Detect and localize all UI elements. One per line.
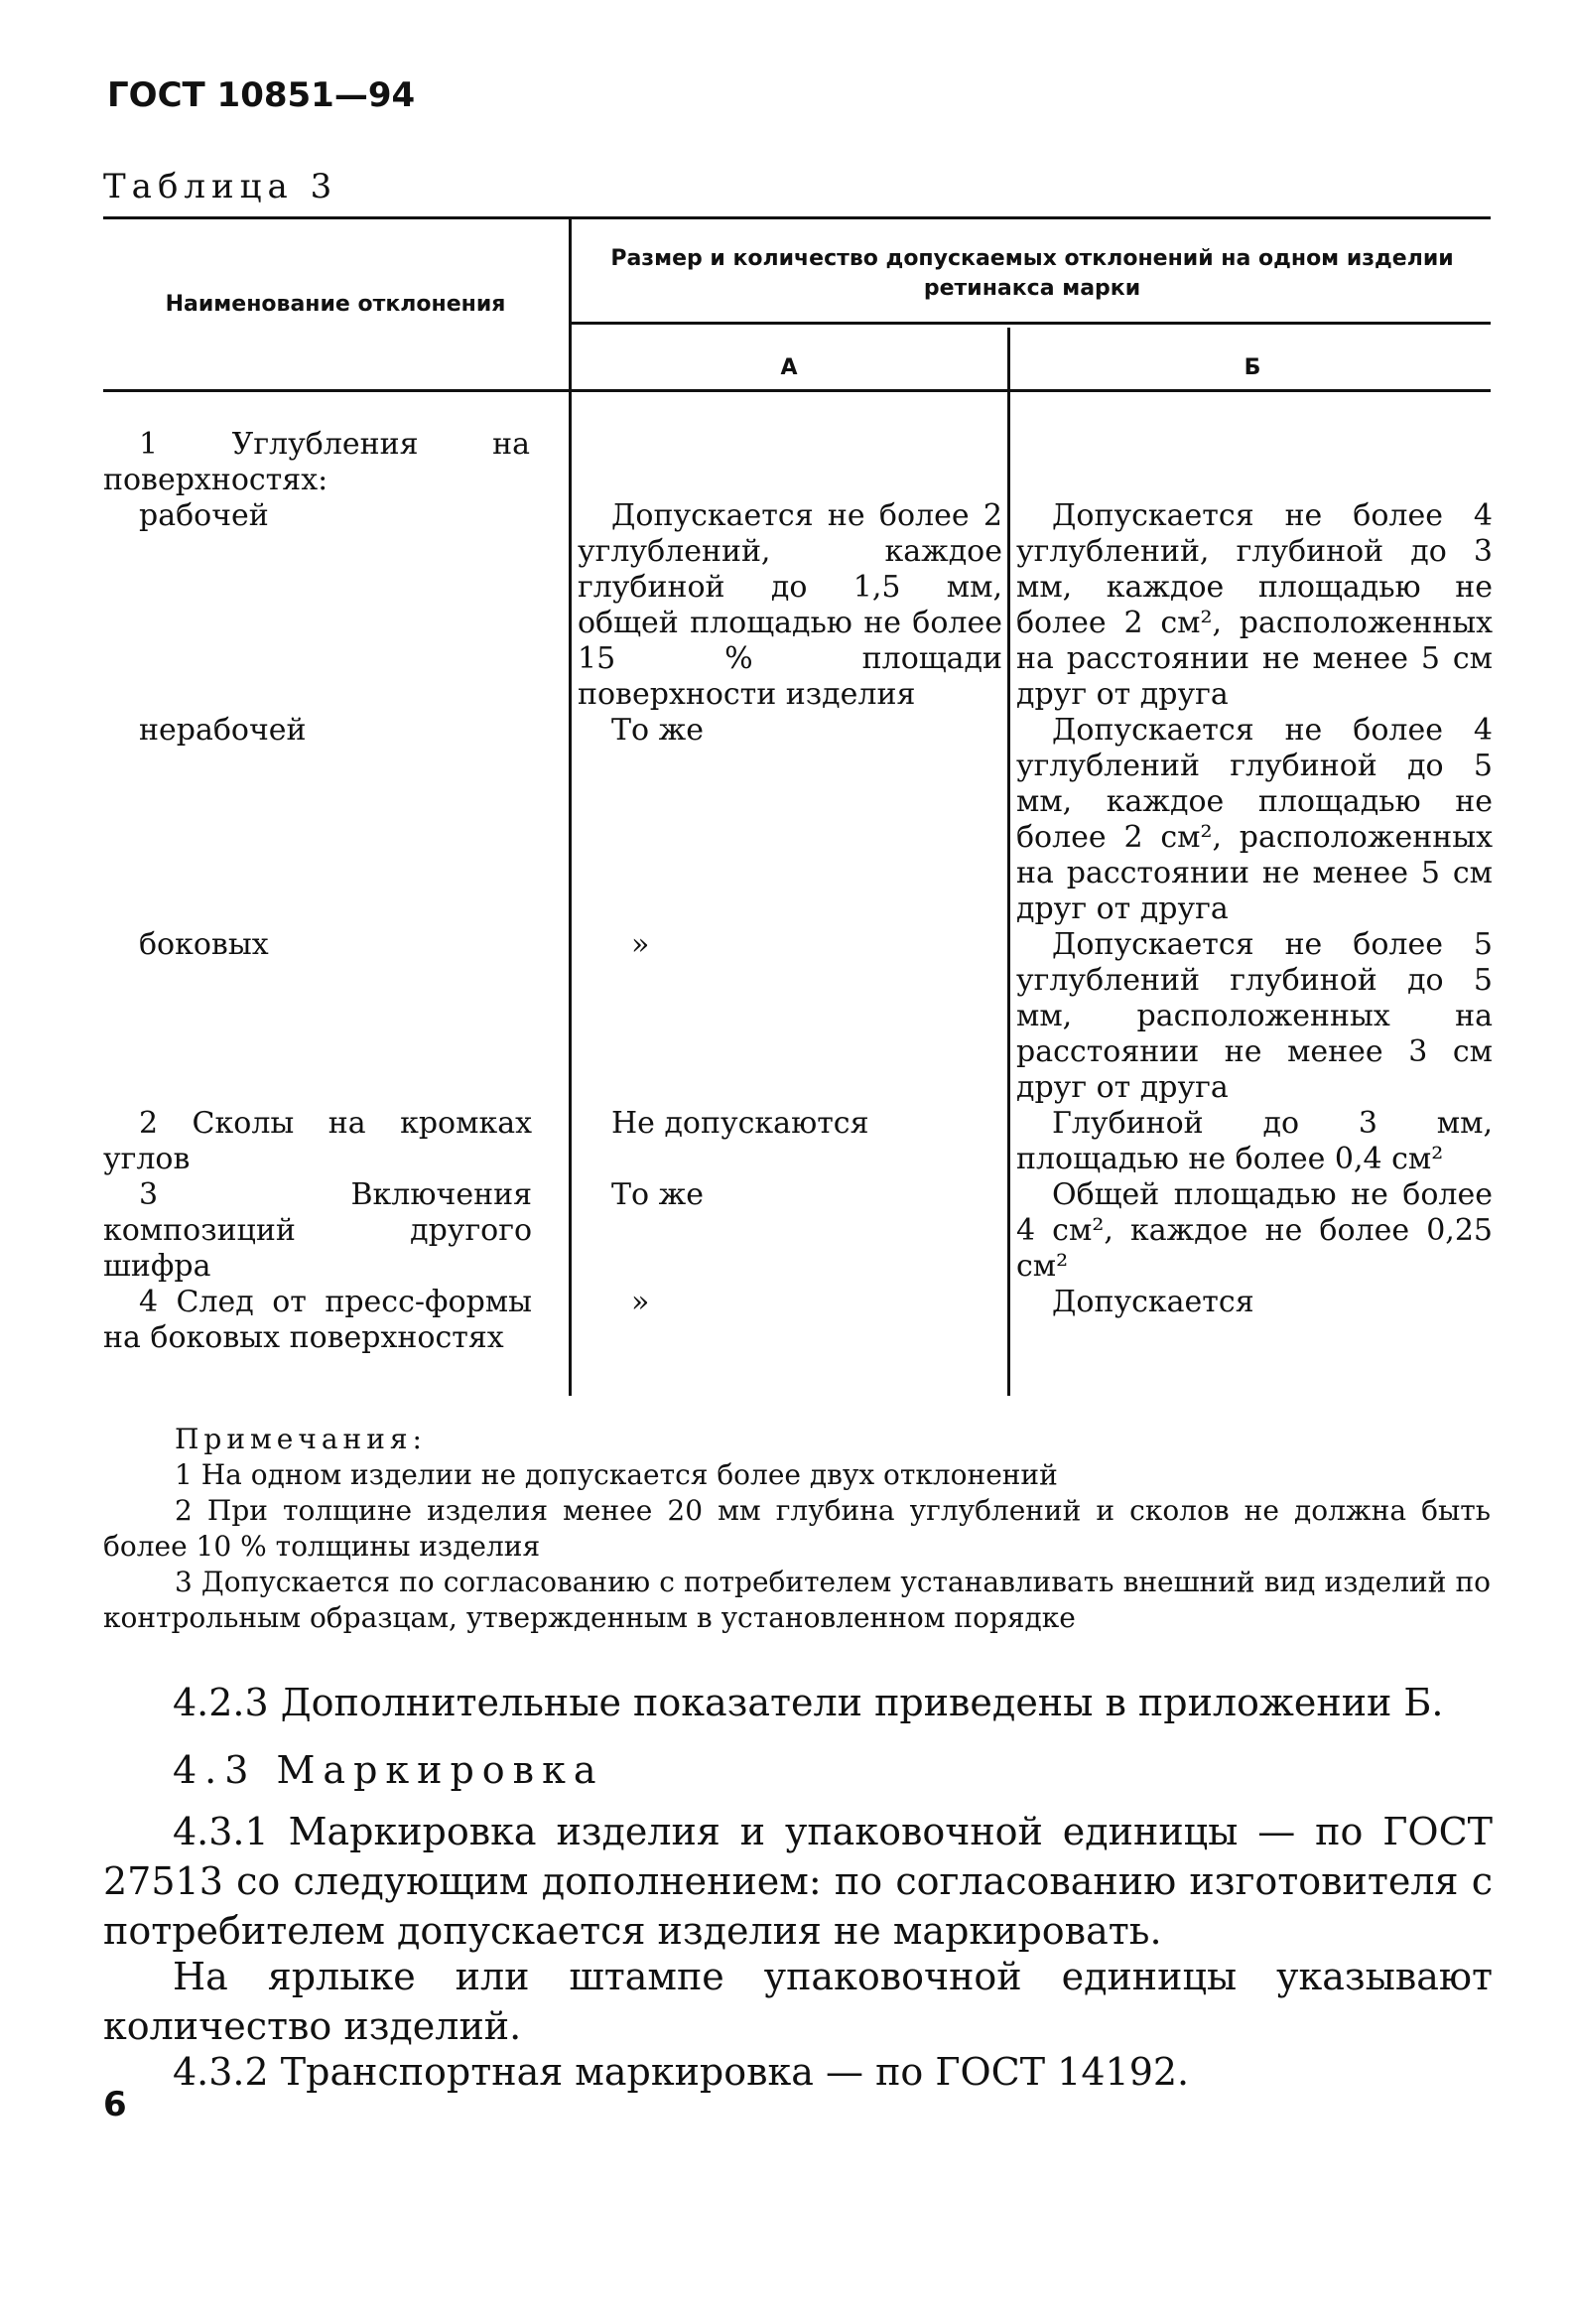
row-name: 3 Включения композиций другого шифра	[103, 1177, 532, 1284]
table-notes	[103, 1422, 1491, 1636]
table-col-divider-1	[569, 216, 572, 1396]
table-header-bottom-rule	[103, 389, 1491, 392]
table-top-rule	[103, 216, 1491, 219]
row-col-b: Допускается не более 4 углублений, глубиной до 3 мм, каждое площадью не более 2 см², расположенных на расстоянии не менее 5 см друг от друга	[1016, 498, 1493, 712]
row-name: рабочей	[139, 498, 269, 533]
page-number: 6	[103, 2085, 127, 2124]
row-name: боковых	[139, 927, 269, 962]
row-col-a: Не допускаются	[611, 1106, 869, 1141]
row-col-a: То же	[611, 1177, 704, 1212]
row-col-a: »	[631, 1285, 650, 1319]
note-item: 2 При толщине изделия менее 20 мм глубина углублений и сколов не должна быть более 10 % толщины изделия	[103, 1494, 1491, 1563]
notes-title: Примечания:	[175, 1423, 427, 1455]
row-col-a: »	[631, 927, 650, 962]
row-col-b: Общей площадью не более 4 см², каждое не более 0,25 см²	[1016, 1177, 1493, 1284]
row-col-a: То же	[611, 713, 704, 748]
paragraph-4-2-3: 4.2.3 Дополнительные показатели приведены в приложении Б.	[173, 1681, 1444, 1724]
table-subheader-rule	[572, 322, 1491, 325]
row-col-b: Допускается не более 4 углублений глубиной до 5 мм, каждое площадью не более 2 см², расположенных на расстоянии не менее 5 см друг от друга	[1016, 713, 1493, 926]
row-name: 4 След от пресс-формы на боковых поверхностях	[103, 1285, 532, 1355]
section-heading-4-3: 4.3 Маркировка	[173, 1748, 604, 1792]
row-col-b: Допускается не более 5 углублений глубиной до 5 мм, расположенных на расстоянии не менее 3 см друг от друга	[1016, 927, 1493, 1105]
paragraph-4-3-1-label: На ярлыке или штампе упаковочной единицы указывают количество изделий.	[103, 1955, 1493, 2048]
row-col-b: Допускается	[1052, 1285, 1254, 1319]
paragraph-4-3-1: 4.3.1 Маркировка изделия и упаковочной единицы — по ГОСТ 27513 со следующим дополнением: по согласованию изготовителя с потребителем допускается изделия не маркировать.	[103, 1810, 1493, 1953]
note-item: 3 Допускается по согласованию с потребителем устанавливать внешний вид изделий по контрольным образцам, утвержденным в установленном порядке	[103, 1566, 1491, 1634]
row-col-a: Допускается не более 2 углублений, каждое глубиной до 1,5 мм, общей площадью не более 15 % площади поверхности изделия	[578, 498, 1002, 712]
row-name: 2 Сколы на кромках углов	[103, 1106, 532, 1176]
header-deviation-size: Размер и количество допускаемых отклонений на одном изделии ретинакса марки	[610, 246, 1454, 301]
paragraph-4-3-2: 4.3.2 Транспортная маркировка — по ГОСТ 14192.	[173, 2050, 1190, 2094]
table-caption: Таблица 3	[103, 167, 338, 206]
row-name: 1 Углубления на поверхностях:	[103, 427, 530, 497]
row-col-b: Глубиной до 3 мм, площадью не более 0,4 см²	[1016, 1106, 1493, 1176]
header-col-b: Б	[1244, 355, 1261, 380]
table-col-divider-2	[1007, 328, 1010, 1396]
row-name: нерабочей	[139, 713, 307, 748]
document-code: ГОСТ 10851—94	[107, 75, 416, 115]
note-item: 1 На одном изделии не допускается более двух отклонений	[175, 1458, 1058, 1491]
header-col-a: А	[780, 355, 798, 380]
header-deviation-name: Наименование отклонения	[165, 292, 506, 317]
